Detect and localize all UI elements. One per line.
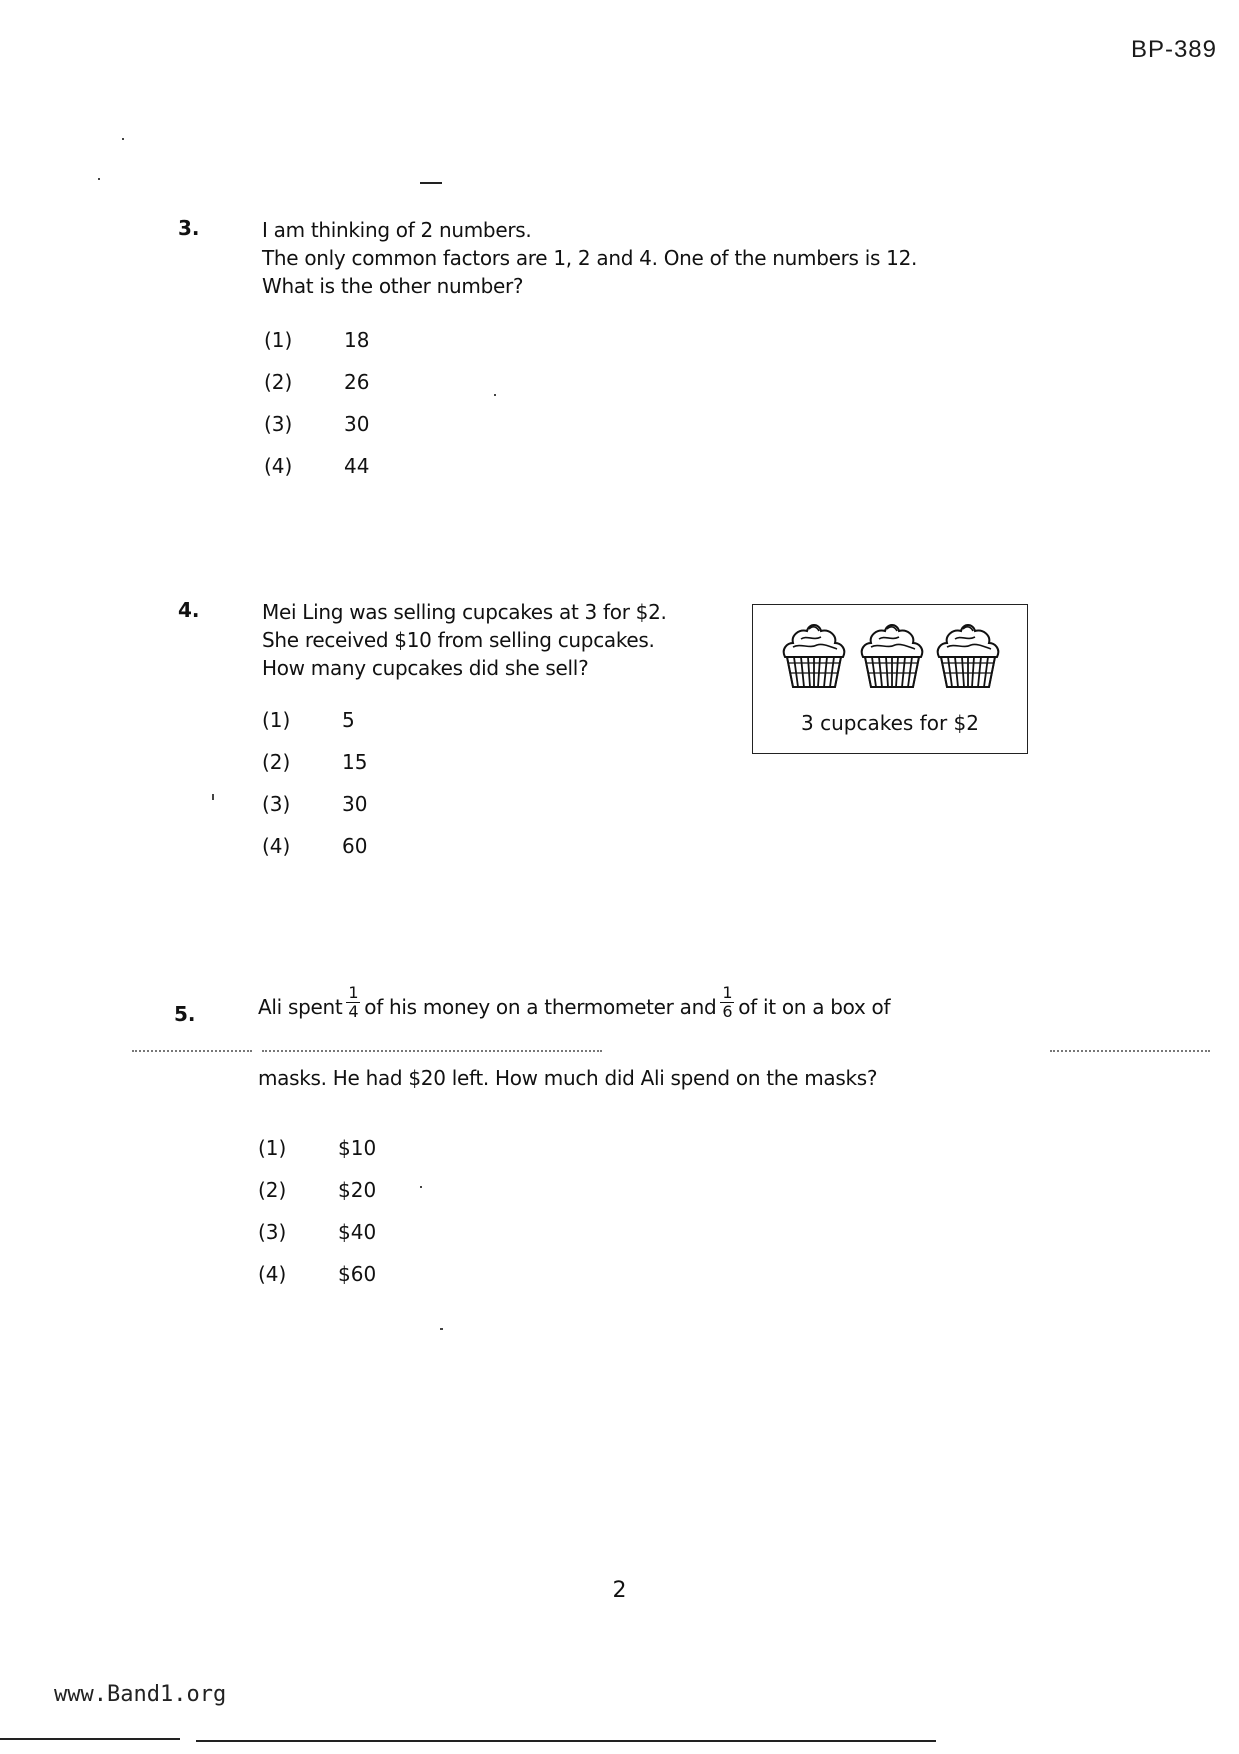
fraction-denominator: 6 xyxy=(722,1002,733,1021)
option-value: 18 xyxy=(344,328,370,352)
cupcake-figure xyxy=(752,604,1028,754)
fraction-numerator: 1 xyxy=(722,983,733,1002)
scan-speck xyxy=(494,394,496,396)
fraction-denominator: 4 xyxy=(348,1002,359,1021)
option-value: $40 xyxy=(338,1220,377,1244)
option-value: 26 xyxy=(344,370,370,394)
question-text-line-2: masks. He had $20 left. How much did Ali spend on the masks? xyxy=(258,1066,878,1090)
option-value: 30 xyxy=(342,792,368,816)
option-value: 30 xyxy=(344,412,370,436)
website-link[interactable]: www.Band1.org xyxy=(54,1682,227,1707)
question-line: Mei Ling was selling cupcakes at 3 for $2. xyxy=(262,600,667,624)
option-value: 5 xyxy=(342,708,355,732)
question-text xyxy=(262,216,917,300)
scan-dash xyxy=(420,182,442,184)
scan-speck xyxy=(122,138,124,140)
scan-speck xyxy=(420,1186,422,1188)
cupcake-icon xyxy=(784,625,845,687)
cupcake-icon xyxy=(938,625,999,687)
question-line: What is the other number? xyxy=(262,274,524,298)
question-number: 3. xyxy=(178,216,200,240)
option-label: (2) xyxy=(258,1178,287,1202)
option-value: $60 xyxy=(338,1262,377,1286)
option-label: (3) xyxy=(264,412,293,436)
option-label: (2) xyxy=(264,370,293,394)
scan-speck xyxy=(98,178,100,180)
fraction-one-sixth xyxy=(720,984,734,1021)
option-value: 15 xyxy=(342,750,368,774)
bottom-rule xyxy=(196,1740,936,1742)
question-line: She received $10 from selling cupcakes. xyxy=(262,628,655,652)
question-line: The only common factors are 1, 2 and 4. One of the numbers is 12. xyxy=(262,246,918,270)
scan-noise xyxy=(132,1050,252,1054)
option-label: (1) xyxy=(262,708,291,732)
option-value: 60 xyxy=(342,834,368,858)
scan-speck xyxy=(440,1328,443,1330)
bottom-rule xyxy=(0,1738,180,1740)
page-number: 2 xyxy=(612,1578,627,1603)
cupcakes-illustration xyxy=(775,615,1007,695)
question-number: 4. xyxy=(178,598,200,622)
question-text-part: of his money on a thermometer and xyxy=(364,995,717,1019)
question-text-line-1 xyxy=(258,983,891,1027)
option-label: (4) xyxy=(262,834,291,858)
scan-speck xyxy=(212,794,214,800)
cupcake-icon xyxy=(862,625,923,687)
scan-noise xyxy=(262,1050,602,1054)
option-label: (4) xyxy=(258,1262,287,1286)
option-label: (1) xyxy=(264,328,293,352)
option-label: (2) xyxy=(262,750,291,774)
question-text xyxy=(262,598,667,682)
scan-noise xyxy=(1050,1050,1210,1054)
option-value: $20 xyxy=(338,1178,377,1202)
fraction-one-quarter xyxy=(346,984,360,1021)
question-text-part: of it on a box of xyxy=(738,995,891,1019)
option-label: (1) xyxy=(258,1136,287,1160)
page-code: BP-389 xyxy=(1130,36,1217,63)
option-value: $10 xyxy=(338,1136,377,1160)
question-line: I am thinking of 2 numbers. xyxy=(262,218,532,242)
fraction-numerator: 1 xyxy=(348,983,359,1002)
question-text-part: Ali spent xyxy=(258,995,343,1019)
option-label: (3) xyxy=(258,1220,287,1244)
question-line: How many cupcakes did she sell? xyxy=(262,656,589,680)
option-label: (4) xyxy=(264,454,293,478)
option-value: 44 xyxy=(344,454,370,478)
option-label: (3) xyxy=(262,792,291,816)
question-number: 5. xyxy=(174,1002,196,1026)
figure-caption: 3 cupcakes for $2 xyxy=(801,711,979,735)
